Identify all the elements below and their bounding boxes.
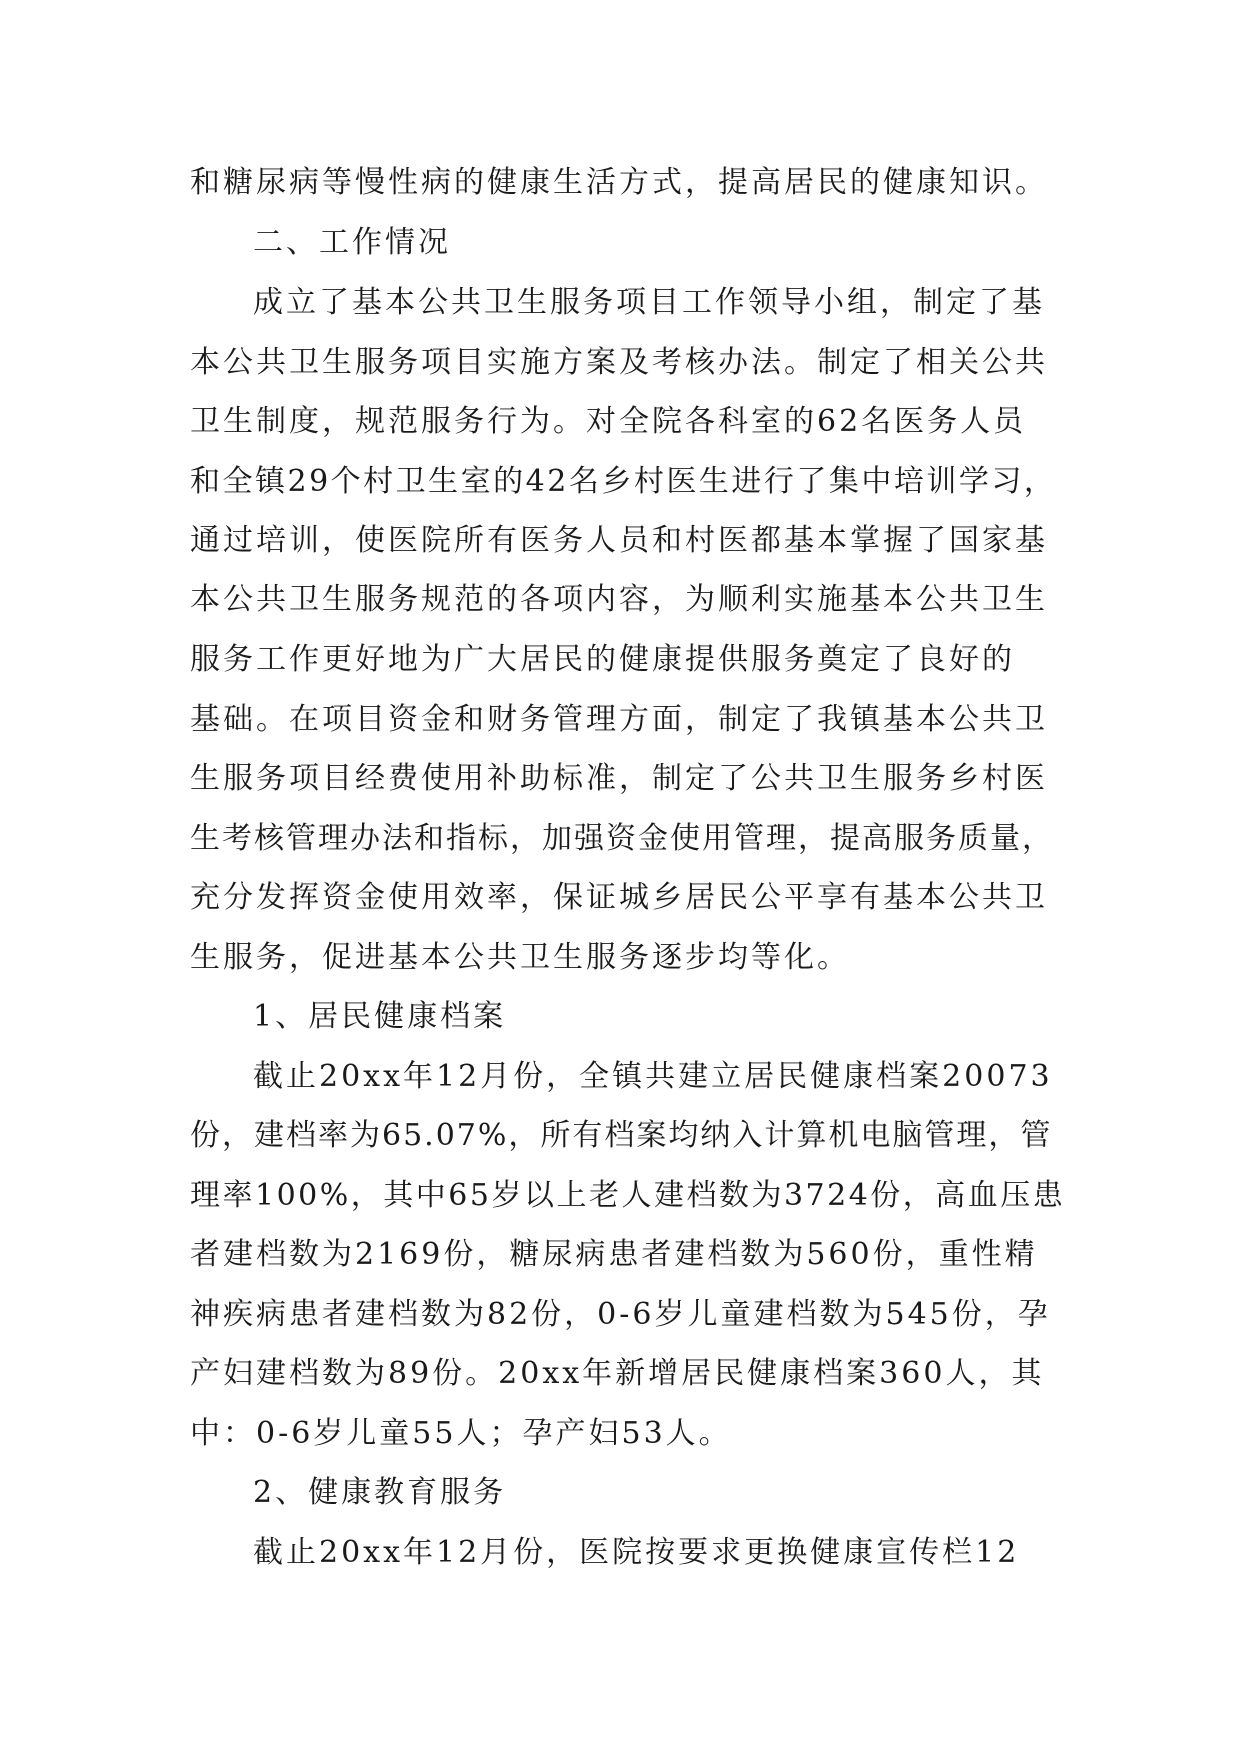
- text-line: 本公共卫生服务项目实施方案及考核办法。制定了相关公共: [190, 345, 1048, 380]
- text-line: 份，建档率为65.07%，所有档案均纳入计算机电脑管理，管: [190, 1118, 1053, 1153]
- text-line: 充分发挥资金使用效率，保证城乡居民公平享有基本公共卫: [190, 880, 1048, 915]
- text-line: 通过培训，使医院所有医务人员和村医都基本掌握了国家基: [190, 523, 1048, 558]
- text-line: 生服务，促进基本公共卫生服务逐步均等化。: [190, 940, 850, 975]
- section-heading: 二、工作情况: [253, 225, 451, 260]
- text-line: 者建档数为2169份，糖尿病患者建档数为560份，重性精: [190, 1237, 1038, 1272]
- text-line: 和糖尿病等慢性病的健康生活方式，提高居民的健康知识。: [190, 165, 1048, 200]
- text-line: 成立了基本公共卫生服务项目工作领导小组，制定了基: [253, 285, 1045, 320]
- text-line: 卫生制度，规范服务行为。对全院各科室的62名医务人员: [190, 404, 1027, 439]
- subsection-heading: 2、健康教育服务: [253, 1475, 507, 1510]
- text-line: 服务工作更好地为广大居民的健康提供服务奠定了良好的: [190, 642, 1015, 677]
- text-line: 中：0-6岁儿童55人；孕产妇53人。: [190, 1416, 732, 1451]
- text-line: 本公共卫生服务规范的各项内容，为顺利实施基本公共卫生: [190, 582, 1048, 617]
- text-line: 产妇建档数为89份。20xx年新增居民健康档案360人，其: [190, 1356, 1045, 1391]
- text-line: 基础。在项目资金和财务管理方面，制定了我镇基本公共卫: [190, 702, 1048, 737]
- text-line: 和全镇29个村卫生室的42名乡村医生进行了集中培训学习，: [190, 464, 1057, 499]
- text-line: 生服务项目经费使用补助标准，制定了公共卫生服务乡村医: [190, 761, 1048, 796]
- text-line: 理率100%，其中65岁以上老人建档数为3724份，高血压患: [190, 1178, 1066, 1213]
- text-line: 生考核管理办法和指标，加强资金使用管理，提高服务质量，: [190, 821, 1054, 856]
- text-line: 截止20xx年12月份，医院按要求更换健康宣传栏12: [253, 1535, 1020, 1570]
- text-line: 截止20xx年12月份，全镇共建立居民健康档案20073: [253, 1059, 1053, 1094]
- text-line: 神疾病患者建档数为82份，0-6岁儿童建档数为545份，孕: [190, 1297, 1051, 1332]
- subsection-heading: 1、居民健康档案: [253, 999, 507, 1034]
